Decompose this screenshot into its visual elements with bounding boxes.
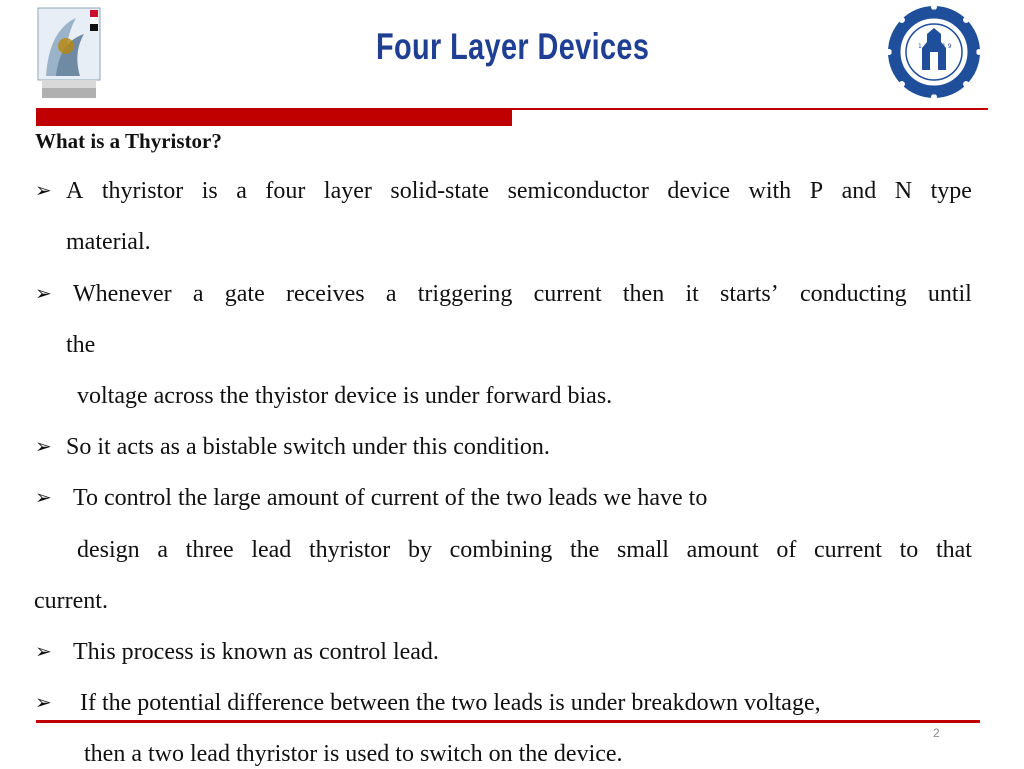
word: of bbox=[776, 537, 797, 563]
bullet-2-line-2: the bbox=[66, 332, 96, 358]
bullet-5-line-1: This process is known as control lead. bbox=[73, 639, 439, 665]
word: small bbox=[616, 537, 669, 563]
word: starts’ bbox=[720, 281, 779, 307]
bullet-6-line-1: If the potential difference between the two leads is under breakdown voltage, bbox=[80, 690, 821, 716]
word: until bbox=[927, 281, 972, 307]
word: a bbox=[157, 537, 168, 563]
word: that bbox=[935, 537, 972, 563]
word: by bbox=[407, 537, 432, 563]
slide-title: Four Layer Devices bbox=[376, 26, 650, 67]
section-heading: What is a Thyristor? bbox=[35, 129, 222, 153]
footer-divider-line bbox=[36, 720, 980, 723]
word: with bbox=[748, 178, 792, 204]
word: triggering bbox=[417, 281, 513, 307]
bullet-arrow-icon: ➢ bbox=[35, 180, 52, 202]
header-accent-bar bbox=[36, 110, 512, 126]
word: N bbox=[894, 178, 913, 204]
bullet-6-line-2: then a two lead thyristor is used to switch on the device. bbox=[84, 741, 623, 767]
svg-text:1 9: 1 9 bbox=[942, 43, 952, 50]
word: semiconductor bbox=[507, 178, 649, 204]
word: lead bbox=[251, 537, 292, 563]
word: amount bbox=[686, 537, 759, 563]
word: and bbox=[841, 178, 877, 204]
word: Whenever bbox=[73, 281, 172, 307]
word: current bbox=[533, 281, 602, 307]
word: is bbox=[201, 178, 218, 204]
svg-text:1 4: 1 4 bbox=[918, 43, 928, 50]
bullet-2-line-1 bbox=[73, 279, 972, 309]
word: conducting bbox=[799, 281, 907, 307]
word: three bbox=[185, 537, 234, 563]
university-logo bbox=[36, 6, 102, 102]
word: the bbox=[569, 537, 600, 563]
word: design bbox=[77, 537, 140, 563]
bullet-arrow-icon: ➢ bbox=[35, 487, 52, 509]
bullet-4-line-1: To control the large amount of current of the two leads we have to bbox=[73, 485, 708, 511]
bullet-1-line-1 bbox=[66, 176, 972, 206]
bullet-arrow-icon: ➢ bbox=[35, 436, 52, 458]
word: four bbox=[265, 178, 306, 204]
word: A bbox=[66, 178, 84, 204]
word: a bbox=[236, 178, 247, 204]
bullet-arrow-icon: ➢ bbox=[35, 641, 52, 663]
bullet-2-line-3: voltage across the thyistor device is under forward bias. bbox=[77, 383, 613, 409]
word: P bbox=[809, 178, 824, 204]
college-seal-logo bbox=[886, 4, 982, 100]
word: layer bbox=[323, 178, 372, 204]
word: a bbox=[192, 281, 204, 307]
bullet-arrow-icon: ➢ bbox=[35, 283, 52, 305]
word: it bbox=[685, 281, 699, 307]
word: current bbox=[813, 537, 882, 563]
word: a bbox=[385, 281, 397, 307]
bullet-4-line-2 bbox=[77, 535, 972, 565]
word: to bbox=[899, 537, 919, 563]
word: type bbox=[930, 178, 972, 204]
word: thyristor bbox=[101, 178, 184, 204]
word: device bbox=[667, 178, 730, 204]
word: gate bbox=[224, 281, 265, 307]
bullet-1-line-2: material. bbox=[66, 229, 151, 255]
word: receives bbox=[286, 281, 365, 307]
word: thyristor bbox=[308, 537, 391, 563]
page-number: 2 bbox=[933, 726, 940, 740]
word: combining bbox=[449, 537, 553, 563]
bullet-3-line-1: So it acts as a bistable switch under this condition. bbox=[66, 434, 550, 460]
bullet-arrow-icon: ➢ bbox=[35, 692, 52, 714]
word: then bbox=[622, 281, 665, 307]
word: solid-state bbox=[390, 178, 490, 204]
bullet-4-line-3: current. bbox=[34, 588, 108, 614]
